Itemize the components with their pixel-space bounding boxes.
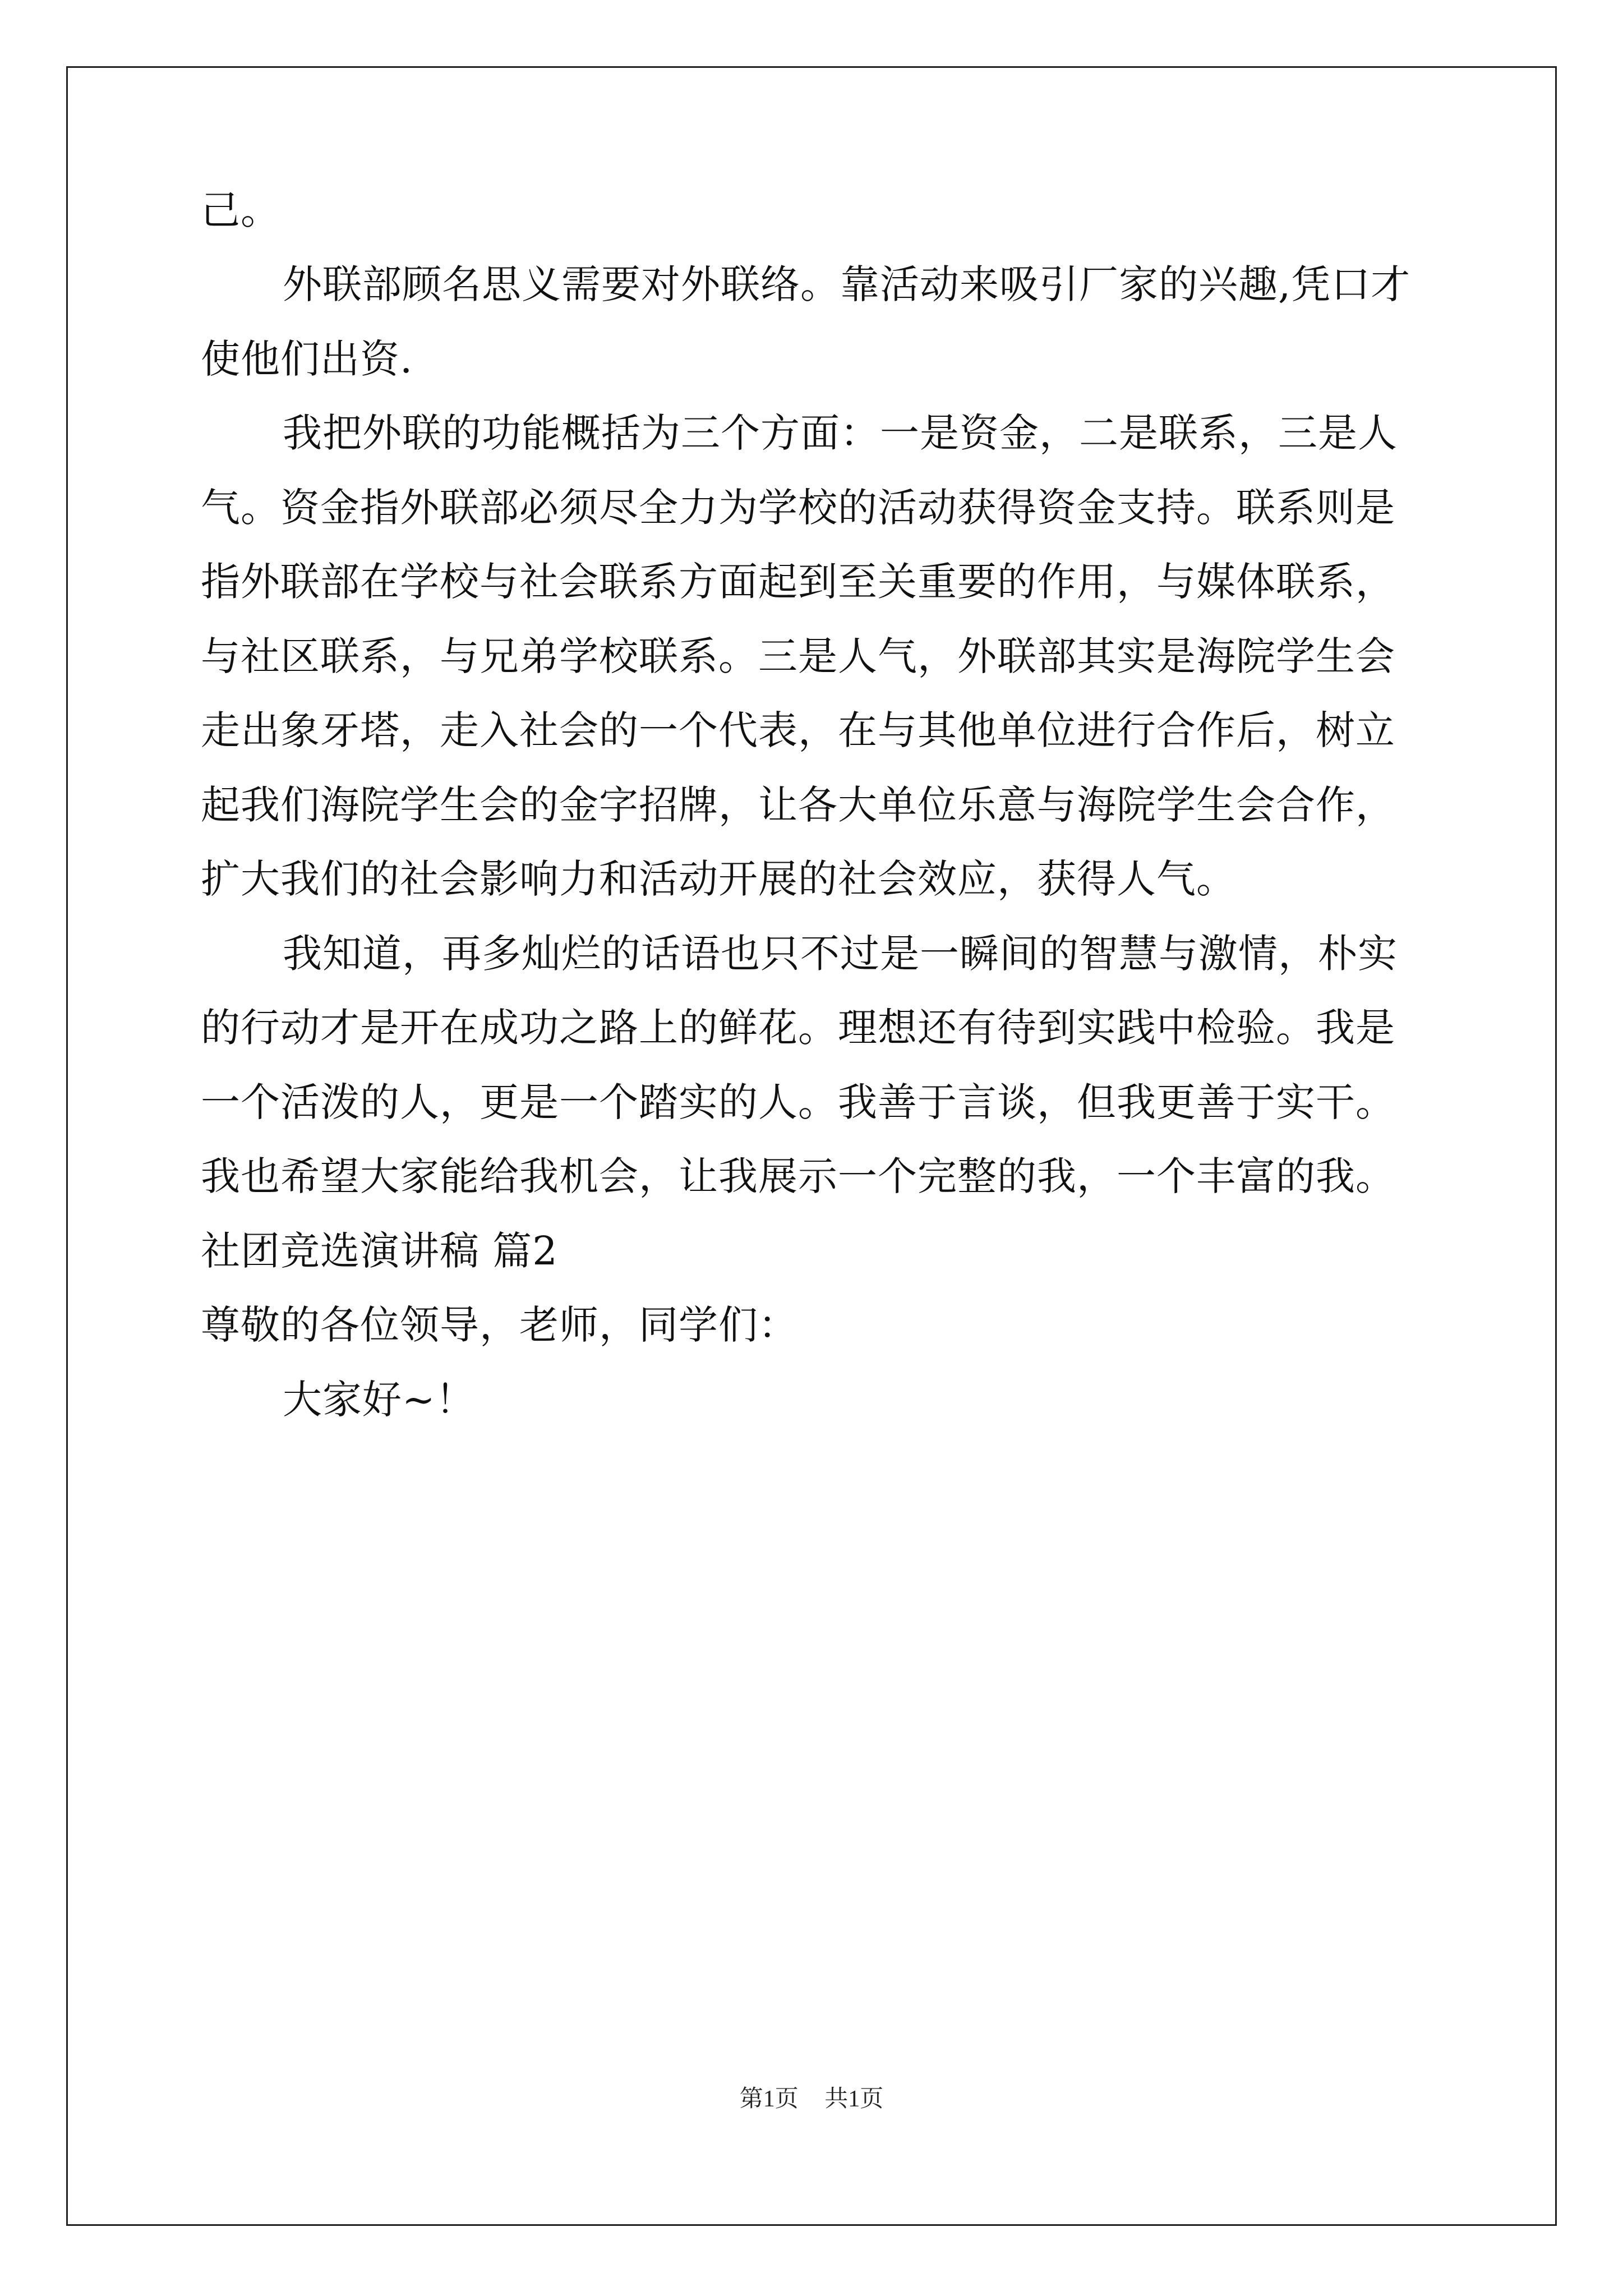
text-line: 我也希望大家能给我机会，让我展示一个完整的我，一个丰富的我。 bbox=[201, 1153, 1395, 1199]
paragraph-start-line: 我把外联的功能概括为三个方面：一是资金，二是联系，三是人 bbox=[283, 410, 1398, 456]
text-line: 的行动才是开在成功之路上的鲜花。理想还有待到实践中检验。我是 bbox=[201, 1005, 1395, 1051]
text-line: 起我们海院学生会的金字招牌，让各大单位乐意与海院学生会合作， bbox=[201, 782, 1395, 828]
page-border bbox=[66, 66, 1557, 2226]
greeting-line: 大家好~！ bbox=[283, 1377, 476, 1423]
text-line: 与社区联系，与兄弟学校联系。三是人气，外联部其实是海院学生会 bbox=[201, 633, 1395, 679]
text-line: 气。资金指外联部必须尽全力为学校的活动获得资金支持。联系则是 bbox=[201, 485, 1395, 531]
page-footer bbox=[0, 2082, 1623, 2116]
text-line: 走出象牙塔，走入社会的一个代表，在与其他单位进行合作后，树立 bbox=[201, 707, 1395, 753]
text-line: 一个活泼的人，更是一个踏实的人。我善于言谈，但我更善于实干。 bbox=[201, 1079, 1395, 1125]
text-line: 指外联部在学校与社会联系方面起到至关重要的作用，与媒体联系， bbox=[201, 559, 1395, 605]
text-line: 己。 bbox=[201, 187, 280, 233]
text-line: 扩大我们的社会影响力和活动开展的社会效应，获得人气。 bbox=[201, 856, 1236, 902]
section-heading: 社团竞选演讲稿 篇2 bbox=[201, 1228, 558, 1274]
paragraph-start-line: 外联部顾名思义需要对外联络。靠活动来吸引厂家的兴趣,凭口才 bbox=[283, 261, 1411, 307]
page-total: 共1页 bbox=[824, 2086, 884, 2112]
text-line: 使他们出资. bbox=[201, 336, 413, 382]
salutation-line: 尊敬的各位领导，老师，同学们： bbox=[201, 1302, 798, 1348]
page-number: 第1页 bbox=[739, 2086, 799, 2112]
paragraph-start-line: 我知道，再多灿烂的话语也只不过是一瞬间的智慧与激情，朴实 bbox=[283, 931, 1398, 977]
